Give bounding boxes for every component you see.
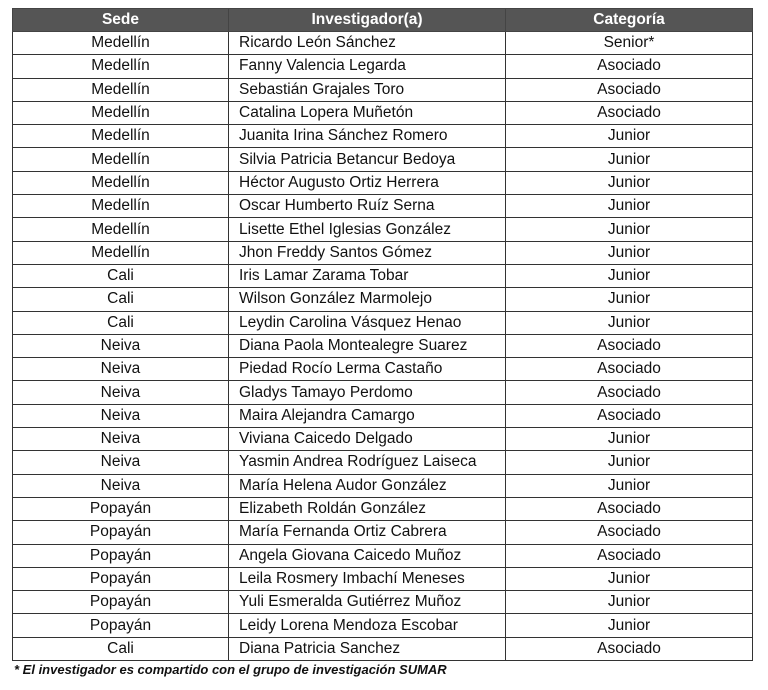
cell-sede: Neiva bbox=[13, 474, 229, 497]
cell-sede: Neiva bbox=[13, 334, 229, 357]
cell-sede: Medellín bbox=[13, 32, 229, 55]
cell-investigador: Oscar Humberto Ruíz Serna bbox=[229, 195, 506, 218]
cell-investigador: Iris Lamar Zarama Tobar bbox=[229, 264, 506, 287]
cell-sede: Medellín bbox=[13, 55, 229, 78]
cell-categoria: Junior bbox=[506, 125, 753, 148]
cell-sede: Neiva bbox=[13, 404, 229, 427]
table-row bbox=[13, 32, 753, 55]
table-row bbox=[13, 497, 753, 520]
cell-categoria: Junior bbox=[506, 288, 753, 311]
cell-sede: Medellín bbox=[13, 78, 229, 101]
cell-categoria: Junior bbox=[506, 195, 753, 218]
cell-sede: Popayán bbox=[13, 567, 229, 590]
table-row bbox=[13, 591, 753, 614]
table-row bbox=[13, 195, 753, 218]
header-investigador: Investigador(a) bbox=[229, 9, 506, 32]
cell-sede: Cali bbox=[13, 637, 229, 660]
cell-categoria: Asociado bbox=[506, 55, 753, 78]
cell-sede: Medellín bbox=[13, 125, 229, 148]
cell-sede: Medellín bbox=[13, 241, 229, 264]
table-row bbox=[13, 567, 753, 590]
cell-sede: Medellín bbox=[13, 148, 229, 171]
cell-categoria: Asociado bbox=[506, 358, 753, 381]
cell-investigador: Leidy Lorena Mendoza Escobar bbox=[229, 614, 506, 637]
cell-categoria: Asociado bbox=[506, 101, 753, 124]
cell-categoria: Junior bbox=[506, 171, 753, 194]
table-row bbox=[13, 125, 753, 148]
cell-investigador: María Helena Audor González bbox=[229, 474, 506, 497]
table-row bbox=[13, 428, 753, 451]
table-row bbox=[13, 637, 753, 660]
cell-sede: Neiva bbox=[13, 428, 229, 451]
table-row bbox=[13, 451, 753, 474]
cell-categoria: Junior bbox=[506, 264, 753, 287]
cell-categoria: Asociado bbox=[506, 497, 753, 520]
cell-categoria: Senior* bbox=[506, 32, 753, 55]
cell-sede: Neiva bbox=[13, 451, 229, 474]
cell-sede: Neiva bbox=[13, 358, 229, 381]
table-row bbox=[13, 311, 753, 334]
cell-investigador: Catalina Lopera Muñetón bbox=[229, 101, 506, 124]
cell-investigador: María Fernanda Ortiz Cabrera bbox=[229, 521, 506, 544]
cell-investigador: Wilson González Marmolejo bbox=[229, 288, 506, 311]
cell-categoria: Junior bbox=[506, 591, 753, 614]
cell-investigador: Diana Patricia Sanchez bbox=[229, 637, 506, 660]
researchers-table-container bbox=[12, 8, 752, 661]
cell-investigador: Lisette Ethel Iglesias González bbox=[229, 218, 506, 241]
cell-categoria: Junior bbox=[506, 241, 753, 264]
cell-investigador: Ricardo León Sánchez bbox=[229, 32, 506, 55]
cell-categoria: Asociado bbox=[506, 334, 753, 357]
table-body bbox=[13, 32, 753, 661]
table-row bbox=[13, 358, 753, 381]
cell-investigador: Elizabeth Roldán González bbox=[229, 497, 506, 520]
cell-sede: Popayán bbox=[13, 591, 229, 614]
cell-categoria: Asociado bbox=[506, 544, 753, 567]
cell-sede: Popayán bbox=[13, 544, 229, 567]
cell-sede: Medellín bbox=[13, 218, 229, 241]
cell-investigador: Jhon Freddy Santos Gómez bbox=[229, 241, 506, 264]
cell-investigador: Yasmin Andrea Rodríguez Laiseca bbox=[229, 451, 506, 474]
table-header-row bbox=[13, 9, 753, 32]
cell-categoria: Asociado bbox=[506, 521, 753, 544]
cell-sede: Popayán bbox=[13, 614, 229, 637]
cell-categoria: Junior bbox=[506, 218, 753, 241]
table-row bbox=[13, 78, 753, 101]
cell-investigador: Leydin Carolina Vásquez Henao bbox=[229, 311, 506, 334]
cell-categoria: Asociado bbox=[506, 637, 753, 660]
cell-categoria: Junior bbox=[506, 311, 753, 334]
table-row bbox=[13, 218, 753, 241]
cell-categoria: Junior bbox=[506, 567, 753, 590]
cell-investigador: Gladys Tamayo Perdomo bbox=[229, 381, 506, 404]
cell-sede: Medellín bbox=[13, 195, 229, 218]
table-row bbox=[13, 288, 753, 311]
cell-investigador: Leila Rosmery Imbachí Meneses bbox=[229, 567, 506, 590]
table-row bbox=[13, 101, 753, 124]
footnote: * El investigador es compartido con el grupo de investigación SUMAR bbox=[14, 662, 447, 677]
cell-categoria: Junior bbox=[506, 474, 753, 497]
cell-investigador: Sebastián Grajales Toro bbox=[229, 78, 506, 101]
cell-investigador: Angela Giovana Caicedo Muñoz bbox=[229, 544, 506, 567]
cell-categoria: Asociado bbox=[506, 404, 753, 427]
cell-sede: Medellín bbox=[13, 101, 229, 124]
table-row bbox=[13, 544, 753, 567]
cell-sede: Neiva bbox=[13, 381, 229, 404]
table-row bbox=[13, 381, 753, 404]
table-row bbox=[13, 171, 753, 194]
table-row bbox=[13, 148, 753, 171]
table-row bbox=[13, 474, 753, 497]
table-row bbox=[13, 334, 753, 357]
cell-investigador: Silvia Patricia Betancur Bedoya bbox=[229, 148, 506, 171]
cell-sede: Popayán bbox=[13, 521, 229, 544]
table-row bbox=[13, 404, 753, 427]
cell-sede: Cali bbox=[13, 264, 229, 287]
header-categoria: Categoría bbox=[506, 9, 753, 32]
table-row bbox=[13, 521, 753, 544]
cell-categoria: Asociado bbox=[506, 78, 753, 101]
cell-sede: Popayán bbox=[13, 497, 229, 520]
cell-categoria: Junior bbox=[506, 428, 753, 451]
cell-investigador: Diana Paola Montealegre Suarez bbox=[229, 334, 506, 357]
cell-categoria: Asociado bbox=[506, 381, 753, 404]
cell-investigador: Fanny Valencia Legarda bbox=[229, 55, 506, 78]
cell-investigador: Juanita Irina Sánchez Romero bbox=[229, 125, 506, 148]
cell-investigador: Maira Alejandra Camargo bbox=[229, 404, 506, 427]
cell-categoria: Junior bbox=[506, 451, 753, 474]
cell-categoria: Junior bbox=[506, 148, 753, 171]
table-row bbox=[13, 241, 753, 264]
cell-sede: Cali bbox=[13, 288, 229, 311]
table-row bbox=[13, 614, 753, 637]
cell-categoria: Junior bbox=[506, 614, 753, 637]
cell-investigador: Yuli Esmeralda Gutiérrez Muñoz bbox=[229, 591, 506, 614]
cell-investigador: Héctor Augusto Ortiz Herrera bbox=[229, 171, 506, 194]
researchers-table bbox=[12, 8, 753, 661]
table-row bbox=[13, 55, 753, 78]
table-row bbox=[13, 264, 753, 287]
header-sede: Sede bbox=[13, 9, 229, 32]
cell-sede: Medellín bbox=[13, 171, 229, 194]
cell-sede: Cali bbox=[13, 311, 229, 334]
cell-investigador: Viviana Caicedo Delgado bbox=[229, 428, 506, 451]
cell-investigador: Piedad Rocío Lerma Castaño bbox=[229, 358, 506, 381]
